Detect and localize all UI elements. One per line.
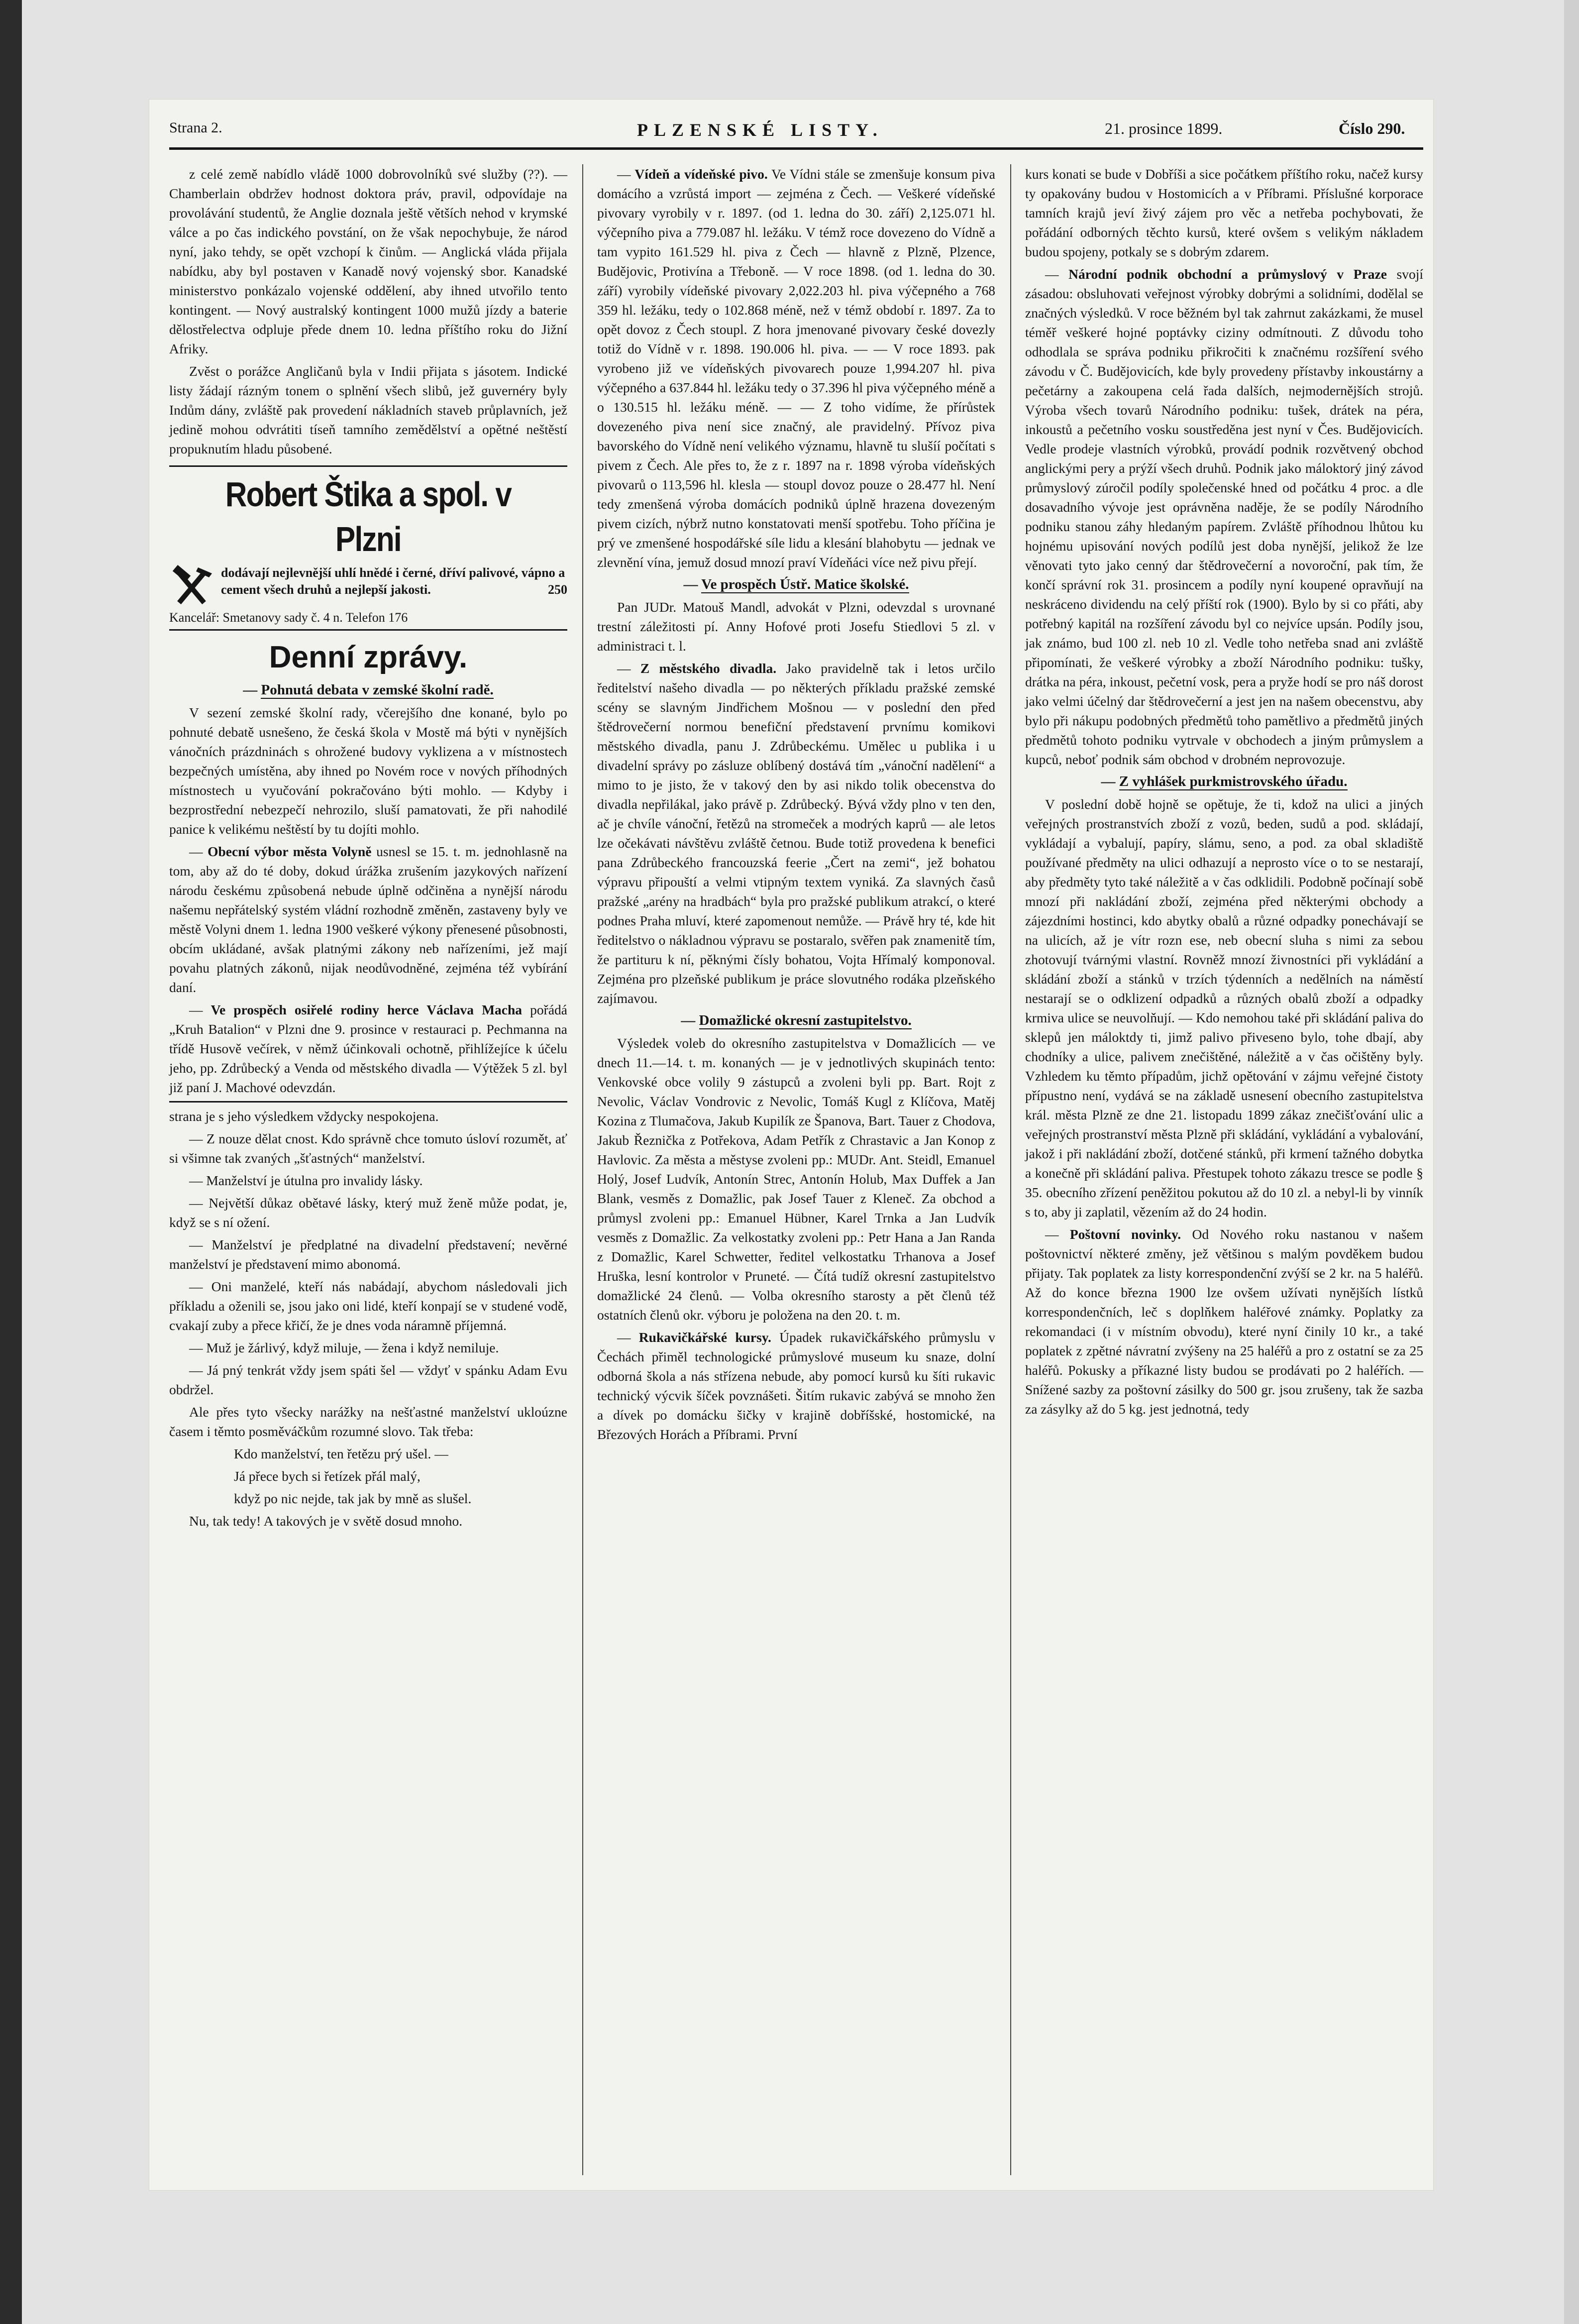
paragraph-india: Zvěst o porážce Angličanů byla v Indii přijata s jásotem. Indické listy žádají rázným tonem o splnění všech slibů, jež guvernéry byly Indům dány, zvláště pak provedení nákladních staveb průplavních, jež jedině mohou odvrátiti tíseň tamního zemědělství a opětné neštěstí propuknutím hladu působené. [169, 363, 567, 456]
heading-vienna-beer: Vídeň a vídeňské pivo. [634, 166, 768, 182]
ad-description: dodávají nejlevnější uhlí hnědé i černé, dříví palivové, vápno a cement všech druhů a nejlepší jakosti. 250 [221, 564, 567, 598]
column-divider-1 [582, 164, 583, 2175]
paragraph-national-enterprise: — Národní podnik obchodní a průmyslový v Praze svojí zásadou: obsluhovati veřejnost výrobky dobrými a solidními, dodělal se značných výsledků. V roce běžném byl tak zahrnut zakázkami, že musel téměř veškeré hojné poptávky ciziny odmítnouti. Z důvodu toho odhodlala se správa podniku přikročiti k značnému rozšíření svého závodu v Č. Budějovicích, kde byly provedeny přístavby inkoustárny a pečetárny a zakoupena celá řada dalších, nejmodernějších strojů. Výroba všech tovarů Národního podniku: tušek, drátek na péra, inkoustů a pečetního vosku soustředěna jest nyní v Čes. Budějovicích. Vedle prodeje vlastních výrobků, provádí podnik rozvětvený obchod anglickými pery a prýží všech druhů. Podnik jako máloktorý jiný závod průmyslový zúročil podíly společenské hned od počátku 4 proc. a dle dosavadního vývoje jest oprávněna naděje, že se podíly Národního podniku stanou záhy hledaným papírem. Zvláště příhodnou lhůtou ku hojnému upisování nových podílů jest doba nynější, jelikož že lze věnovati tyto jako cenný dar štědrovečerní a novoroční, pak tím, že končí správní rok 31. prosincem a podíly nyní koupené opravňují na neskráceno dividendu na celý příští rok (1900). Bylo by si co přáti, aby potřebný kapitál na rozšíření závodu byl co nejvíce upsán. Podíly jsou, jak známo, bud 100 zl. neb 10 zl. Vedle toho netřeba snad ani zvláště připomínati, že veškeré výrobky a zboží Národního podniku: tušky, drátka na péra, inkoust, pečetní vosk, pera a pryže hodí se pro náš dorost jako velmi účelný dar štědrovečerní a jest jen na našem obecenstvu, aby bylo při nákupu podobných předmětů toho pamětlivo a předmětů jiných předmětů tohoto podniku vytrvale v obchodech a jiným průmyslem a kupců, neboť podnik sám obchod v drobném neprovozuje. [1025, 266, 1424, 767]
paragraph-macha: — Ve prospěch osiřelé rodiny herce Václava Macha pořádá „Kruh Batalion“ v Plzni dne 9. prosince v restauraci p. Pechmanna na třídě Husově večírek, v němž účinkovali ochotně, přihlížejíce k účelu jeho, pp. Zdrůbecký a Venda od městského divadla — Výtěžek 5 zl. byl již paní J. Machové odevzdán. [169, 1002, 567, 1095]
paragraph-marriage-10: Nu, tak tedy! A takových je v světě dosud mnoho. [189, 1513, 463, 1529]
paragraph-gloves-cont: kurs konati se bude v Dobříši a sice počátkem příštího roku, načež kursy ty opakovány budou v Hostomicích a v Příbrami. Příslušné korporace tamních krajů jeví živý zájem pro věc a netřeba pochybovati, že pořádání odborných těchto kursů, které ovšem s velikým nákladem budou spojeny, potkaly se s dobrým zdarem. [1025, 166, 1423, 259]
issue-number: Číslo 290. [1339, 119, 1405, 137]
heading-macha: Ve prospěch osiřelé rodiny herce Václava Macha [211, 1002, 523, 1017]
verse-line-2: Já přece bych si řetízek přál malý, [234, 1468, 421, 1484]
heading-matice: — Ve prospěch Ústř. Matice školské. [683, 576, 909, 592]
heading-mayor-notices: — Z vyhlášek purkmistrovského úřadu. [1101, 774, 1348, 789]
heading-gloves: Rukavičkářské kursy. [638, 1329, 771, 1345]
paragraph-marriage-9: Ale přes tyto všecky narážky na nešťastné manželství ukloúzne časem i těmto posměváčkům rozumné slovo. Tak třeba: [169, 1404, 567, 1439]
heading-postal: Poštovní novinky. [1069, 1226, 1181, 1242]
paragraph-vienna-beer: — Vídeň a vídeňské pivo. Ve Vídni stále se zmenšuje konsum piva domácího a vzrůstá import — zejména z Čech. — Veškeré vídeňské pivovary vyrobily v r. 1897. (od 1. ledna do 30. září) 2,125.071 hl. výčepního piva a 779.087 hl. ležáku. V témž roce dovezeno do Vídně a tam vypito 161.529 hl. piva z Čech — hlavně z Plzně, Plzence, Budějovic, Protivína a Třeboně. — V roce 1898. (od 1. ledna do 30. září) vyrobily vídeňské pivovary 2,022.203 hl. piva výčepného a 768 359 hl. ležáku, tedy o 102.868 méně, než v témž období r. 1897. Za to opět dovoz z Čech stoupl. Z hora jmenované pivovary české dovezly totiž do Vídně v r. 1898. 190.006 hl. piva. — — V roce 1893. pak vyrobeno již ve vídeňských pivovarech pouze 1,994.207 hl. piva výčepného a 637.844 hl. ležáku tedy o 37.396 hl piva výčepného méně a o 130.515 hl. ležáku méně. — — Z toho vidíme, že přírůstek dovezeného piva není sice značný, ale pravidelný. Přívoz piva bavorského do Vídně není velikého významu, hlavně tu slušíí počítati s pivem z Čech. Ale přes to, že z r. 1897 na r. 1898 výroba vídeňských pivovarů o 113,596 hl. klesla — stoupl dovoz pouze o 28.477 hl. Není tedy zmenšená výroba domácích podniků úplně hrazena dovezeným pivem cizích, nýbrž nutno konstatovati menší spotřebu. Toho příčina je prý ve zmenšené hospodářské síle lidu a klesání blahobytu — jednak ve zlevnění vína, jemuž dosud mnozí praví Vídeňáci více než pivu přejí. [597, 166, 995, 570]
divider-rule [169, 1101, 567, 1103]
masthead-title: PLZENSKÉ LISTY. [637, 120, 883, 140]
scan-edge-right [1564, 0, 1579, 2324]
scan-edge-left [0, 0, 22, 2324]
section-title-daily-news: Denní zprávy. [269, 640, 468, 674]
paragraph-gloves: — Rukavičkářské kursy. Úpadek rukavičkářského průmyslu v Čechách přiměl technologické průmyslové museum ku snaze, dolní odborná škola a nás střízena nebude, aby pomocí kursů ku šíti rukavic technický výcvik šíček povznášeti. Šitím rukavic zabývá se mnoho žen a dívek po domácku šičky v krajině dobříšské, hostomické, na Březových Horách a Příbrami. První [597, 1329, 995, 1442]
column-3 [1025, 164, 1423, 2175]
paragraph-marriage-4: — Největší důkaz obětavé lásky, který muž ženě může podat, je, když se s ní ožení. [169, 1195, 567, 1230]
verse-line-3: když po nic nejde, tak jak by mně as slušel. [234, 1491, 472, 1506]
heading-school-board: — Pohnutá debata v zemské školní radě. [243, 682, 494, 698]
hammer-pick-icon [169, 564, 214, 609]
page-label: Strana 2. [169, 119, 222, 136]
heading-theatre: Z městského divadla. [640, 661, 777, 676]
paragraph-postal: — Poštovní novinky. Od Nového roku nastanou v našem poštovnictví některé změny, jež většinou s malým povděkem budou přijaty. Tak poplatek za listy korrespondenční zvýší se 2 kr. na 5 haléřů. Až do konce března 1900 lze ovšem užívati nynějších lístků korrespondenčních, leč s doplňkem haléřové známky. Poplatky za rekomandaci (i v místním obvodu), které nyní činily 10 kr., a také poplatek z zpětné návratní zvýšeny na 25 haléřů a pro z ostatní se za 25 haléřů. Pokusky a příkazné listy budou se prodávati po 2 haléřích. — Snížené sazby za poštovní zásilky do 500 gr. jsou zrušeny, tak že sazba za zásylky až do 5 kg. jest jednotná, tedy [1025, 1226, 1424, 1417]
ad-code: 250 [548, 582, 567, 597]
paragraph-marriage-8: — Já pný tenkrát vždy jsem spáti šel — vždyť v spánku Adam Evu obdržel. [169, 1362, 567, 1397]
paragraph-volyne: — Obecní výbor města Volyně usnesl se 15. t. m. jednohlasně na tom, aby až do té doby, dokud úrážka zrušením jazykových nařízení národu českému způsobená nebude úplně odčiněna a nynější národu našemu nepřátelský systém vládní rozhodně změněn, zastaveny byly ve městě Volyni dnem 1. ledna 1900 veškeré výkony přenesené působnosti, obcím ukládané, avšak platnými zákony neb nařízeními, jež mají povahu platných zákonů, nijak neodůvodněné, zejména též vybírání daní. [169, 844, 567, 995]
paragraph-marriage-7: — Muž je žárlivý, když miluje, — žena i když nemiluje. [189, 1340, 499, 1355]
header-rule [169, 147, 1423, 150]
column-2 [597, 164, 995, 2175]
page-header [169, 119, 1423, 155]
ad-title: Robert Štika a spol. v Plzni [225, 475, 512, 558]
ad-body [169, 564, 567, 609]
paragraph-marriage-5: — Manželství je předplatné na divadelní představení; nevěrné manželství je představení mimo abonomá. [169, 1237, 567, 1272]
paragraph-school-board: V sezení zemské školní rady, včerejšího dne konané, bylo po pohnuté debatě usnešeno, že česká škola v Mostě má býti v nynějších vánočních prázdninách s ohrožené budovy vyklizena a v místnostech bezpečných umístěna, aby ihned po Novém roce v nových příhodných místnostech u vyučování pokračováno býti mohlo. — Kdyby i bezprostřední nebezpečí nehrozilo, sluší pamatovati, že při nahodilé panice k velikému neštěstí by tu dojíti mohlo. [169, 705, 567, 837]
paragraph-boer-war: z celé země nabídlo vládě 1000 dobrovolníků své služby (??). — Chamberlain obdržev hodnost doktora práv, pravil, odpovídaje na provolávání studentů, že Anglie doznala ještě větších nehod v krymské válce a po čas indického povstání, on že však nepochybuje, že národ nyní, jako tehdy, se opět vzchopí k činům. — Anglická vláda přijala nabídku, aby byl postaven v Kanadě nový vojenský sbor. Kanadské ministerstvo ponkázalo vojenské oddělení, aby ihned utvořilo tento kontingent. — Nový australský kontingent 1000 mužů jízdy a baterie dělostřelectva odpluje přede dnem 10. ledna příštího roku do Jižní Afriky. [169, 166, 567, 356]
column-divider-2 [1010, 164, 1011, 2175]
paragraph-marriage-1: strana je s jeho výsledkem vždycky nespokojena. [169, 1108, 439, 1124]
issue-date: 21. prosince 1899. [1105, 119, 1223, 137]
advertisement-stika [169, 465, 567, 631]
paragraph-theatre: — Z městského divadla. Jako pravidelně tak i letos určilo ředitelství našeho divadla — po některých příkladu pražské zemské scény se slavným Jindřichem Mošnou — v poslední den před štědrovečerní normou benefiční představení prvnímu komikovi městského divadla, panu J. Zdrůbeckému. Umělec u publika i u divadelní správy po zásluze oblíbený dostává tím „vánoční nadělení“ a mimo to je jisto, že v takový den by asi nikdo tolik obecenstva do divadla nepřilákal, jako právě p. Zdrůbecký. Bývá vždy plno v ten den, ač je chvíle vánoční, řetězů na stromeček a modrých kaprů — ale letos lze očekávati návštěvu zvláště četnou. Bude totiž provedena k benefici pana Zdrůbeckého francouzská feerie „Čert na zemi“, jež bohatou výpravu připouští a velmi vtipným textem vyniká. Za slavných časů pražské „arény na hradbách“ byla pro pražské publikum atrakcí, o které podnes Praha mluví, které zapomenout nemůže. — Právě hry té, kde hit ředitelstvo o nákladnou výpravu se postaralo, svěřen pak znamenitě tím, že partituru k ní, pěknými čísly bohatou, Vojta Hřímalý komponoval. Zejména pro plzeňské publikum je práce slovutného rodáka plzeňského zajímavou. [597, 661, 996, 1006]
column-1 [169, 164, 567, 2175]
paragraph-domazlice: Výsledek voleb do okresního zastupitelstva v Domažlicích — ve dnech 11.—14. t. m. konaných — je v jednotlivých skupinách tento: Venkovské obce volily 9 zástupců a zvoleni byli pp. Bart. Rojt z Nevolic, Václav Vondrovic z Nevolic, Tomáš Kugl z Klíčova, Matěj Kozina z Tlumačova, Jakub Kupilík ze Španova, Bart. Tauer z Chodova, Jakub Řeznička z Potřekova, Adam Petřík z Chrastavic a Jan Konop z Havlovic. Za města a městyse zvoleni pp.: MUDr. Ant. Steidl, Emanuel Holý, Josef Ludvík, Antonín Strec, Antonín Holub, Max Duffek a Jan Blank, vesměs z Domažlic, pak Josef Tauer z Kleneč. Za obchod a průmysl zvoleni pp.: Emanuel Hübner, Karel Trnka a Jan Ludvík vesměs z Domažlic. Za velkostatky zvoleni pp.: Petr Hana a Jan Randa z Domažlic, Karel Schwetter, ředitel velkostatku Trhanova a Josef Hruška, lesní kontrolor v Pruneté. — Čítá tudíž okresní zastupitelstvo domažlické 24 členů. — Volba okresního starosty a pět členů též ostatních členů okr. výboru je položena na den 20. t. m. [597, 1035, 995, 1323]
heading-national-enterprise: Národní podnik obchodní a průmyslový v Praze [1068, 266, 1387, 282]
paragraph-marriage-3: — Manželství je útulna pro invalidy lásky. [189, 1173, 423, 1188]
heading-volyne: Obecní výbor města Volyně [208, 844, 372, 859]
newspaper-page [149, 100, 1433, 2190]
paragraph-marriage-2: — Z nouze dělat cnost. Kdo správně chce tomuto úsloví rozumět, ať si všimne tak zvaných „šťastných“ manželství. [169, 1131, 567, 1166]
heading-domazlice: — Domažlické okresní zastupitelstvo. [681, 1012, 912, 1028]
verse-line-1: Kdo manželství, ten řetězu prý ušel. — [234, 1446, 448, 1461]
paragraph-mayor-notices: V poslední době hojně se opětuje, že ti, kdož na ulici a jiných veřejných prostranstvích zboží z vozů, beden, sudů a pod. skládají, vykládají a vybalují, papíry, slámu, seno, a pod. za obal skladiště používané předměty na ulici odhazují a neprosto více o to se nestarají, aby předměty tyto také náležitě a v čas odklidili. Podobně počínají sobě mnozí při nakládání zboží, zejména před některými obchody a zájezdními hostinci, kdo abytky obalů a různé odpadky ponechávají se na ulicích, až je vítr rozn ese, neb obecní sluha s nimi za sebou zhotovují tvárnými vlastní. Rovněž mnozí živnostníci při vykládání a skládání zboží a stánků v trzích týdenních a nedělních na náměstí nestarají se o odklizení odpadků a různých obalů zboží a odpadky krmiva ulice se neuvolňují. — Kdo nemohou také při skládání paliva do sklepů jen máloktdy ti, jimž palivo přiveseno bylo, tohe dbají, aby chodníky a ulice, palivem znečištěné, náležitě a v čas očištěny byly. Vzhledem ku těmto případům, jichž opětování v zájmu veřejné čistoty přípustno není, vydává se na základě usnesení obecního zastupitelstva král. města Plzně ze dne 21. listopadu 1899 zákaz znečišťování ulic a veřejných prostranství města Plzně při skládání, vykládání a vybalování, jakož i při nakládání zboží, dotčené stánků, při krmení tažného dobytka a konečně při skládání paliva. Přestupek tohoto zákazu tresce se podle § 35. obecního zřízení peněžitou pokutou až do 10 zl. a nebyl-li by vinník s to, aby ji zaplatil, vězením až do 24 hodin. [1025, 796, 1423, 1219]
paragraph-matice: Pan JUDr. Matouš Mandl, advokát v Plzni, odevzdal s urovnané trestní záležitosti pí. Anny Hofové proti Josefu Stiedlovi 5 zl. v administraci t. l. [597, 599, 995, 654]
paragraph-marriage-6: — Oni manželé, kteří nás nabádají, abychom následovali jich příkladu a oženili se, jsou jako oni lidé, kteří konpají se v studené vodě, cvakají zuby a přece křičí, že je dnes voda náramně příjemná. [169, 1279, 567, 1333]
ad-office: Kancelář: Smetanovy sady č. 4 n. Telefon 176 [169, 610, 408, 625]
